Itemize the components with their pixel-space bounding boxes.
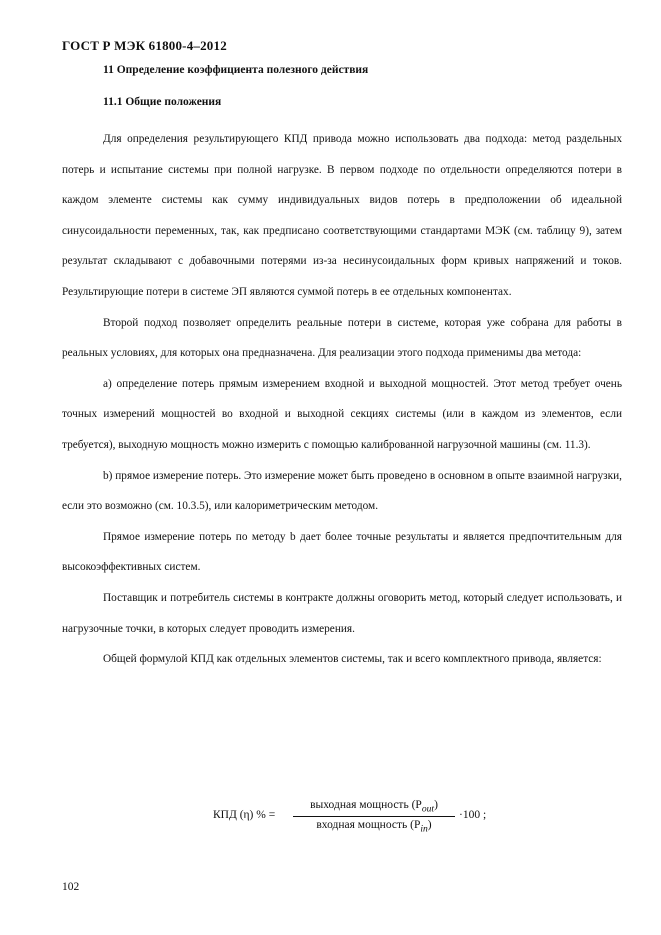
list-item-b: b) прямое измерение потерь. Это измерение может быть проведено в основном в опыте взаимной нагрузки, если это возможно (см. 10.3.5), или калориметрическим методом. — [62, 469, 622, 513]
formula-lhs: КПД (η) % = — [213, 809, 276, 821]
paragraph: Общей формулой КПД как отдельных элементов системы, так и всего комплектного привода, является: — [103, 653, 602, 666]
denominator-subscript: in — [420, 823, 428, 835]
formula-rhs: ·100 ; — [459, 809, 487, 821]
body-text — [62, 124, 622, 675]
formula-numerator — [293, 799, 455, 816]
subsection-title: 11.1 Общие положения — [103, 96, 222, 108]
section-title: 11 Определение коэффициента полезного действия — [103, 64, 369, 76]
list-item-a: a) определение потерь прямым измерением входной и выходной мощностей. Этот метод требует очень точных измерений мощностей во входной и выходной секциях системы (или в каждом из элементов, если требуется), выходную мощность можно измерить с помощью калиброванной нагрузочной машины (см. 11.3). — [62, 377, 622, 451]
denominator-close: ) — [427, 819, 432, 832]
denominator-text: входная мощность (P — [316, 819, 421, 832]
page-number: 102 — [62, 881, 80, 893]
formula-denominator — [293, 817, 455, 834]
paragraph: Поставщик и потребитель системы в контракте должны оговорить метод, который следует использовать, и нагрузочные точки, в которых следует проводить измерения. — [62, 591, 622, 635]
paragraph: Прямое измерение потерь по методу b дает более точные результаты и является предпочтительным для высокоэффективных систем. — [62, 530, 622, 574]
paragraph: Второй подход позволяет определить реальные потери в системе, которая уже собрана для работы в реальных условиях, для которых она предназначена. Для реализации этого подхода применимы два метода: — [62, 316, 622, 360]
numerator-text: выходная мощность (P — [310, 799, 422, 811]
formula-fraction — [293, 799, 455, 835]
efficiency-formula — [213, 797, 513, 837]
document-header: ГОСТ Р МЭК 61800-4–2012 — [62, 38, 227, 53]
numerator-close: ) — [434, 799, 438, 811]
numerator-subscript: out — [421, 803, 435, 815]
paragraph: Для определения результирующего КПД привода можно использовать два подхода: метод раздельных потерь и испытание системы при полной нагрузке. В первом подходе по отдельности определяются потери в каждом элементе системы как сумму индивидуальных видов потерь в предположении об идеальной синусоидальности переменных, так, как предписано соответствующими стандартами МЭК (см. таблицу 9), затем результат складывают с добавочными потерями из-за несинусоидальных форм кривых напряжений и токов. Результирующие потери в системе ЭП являются суммой потерь в ее отдельных компонентах. — [62, 133, 622, 298]
